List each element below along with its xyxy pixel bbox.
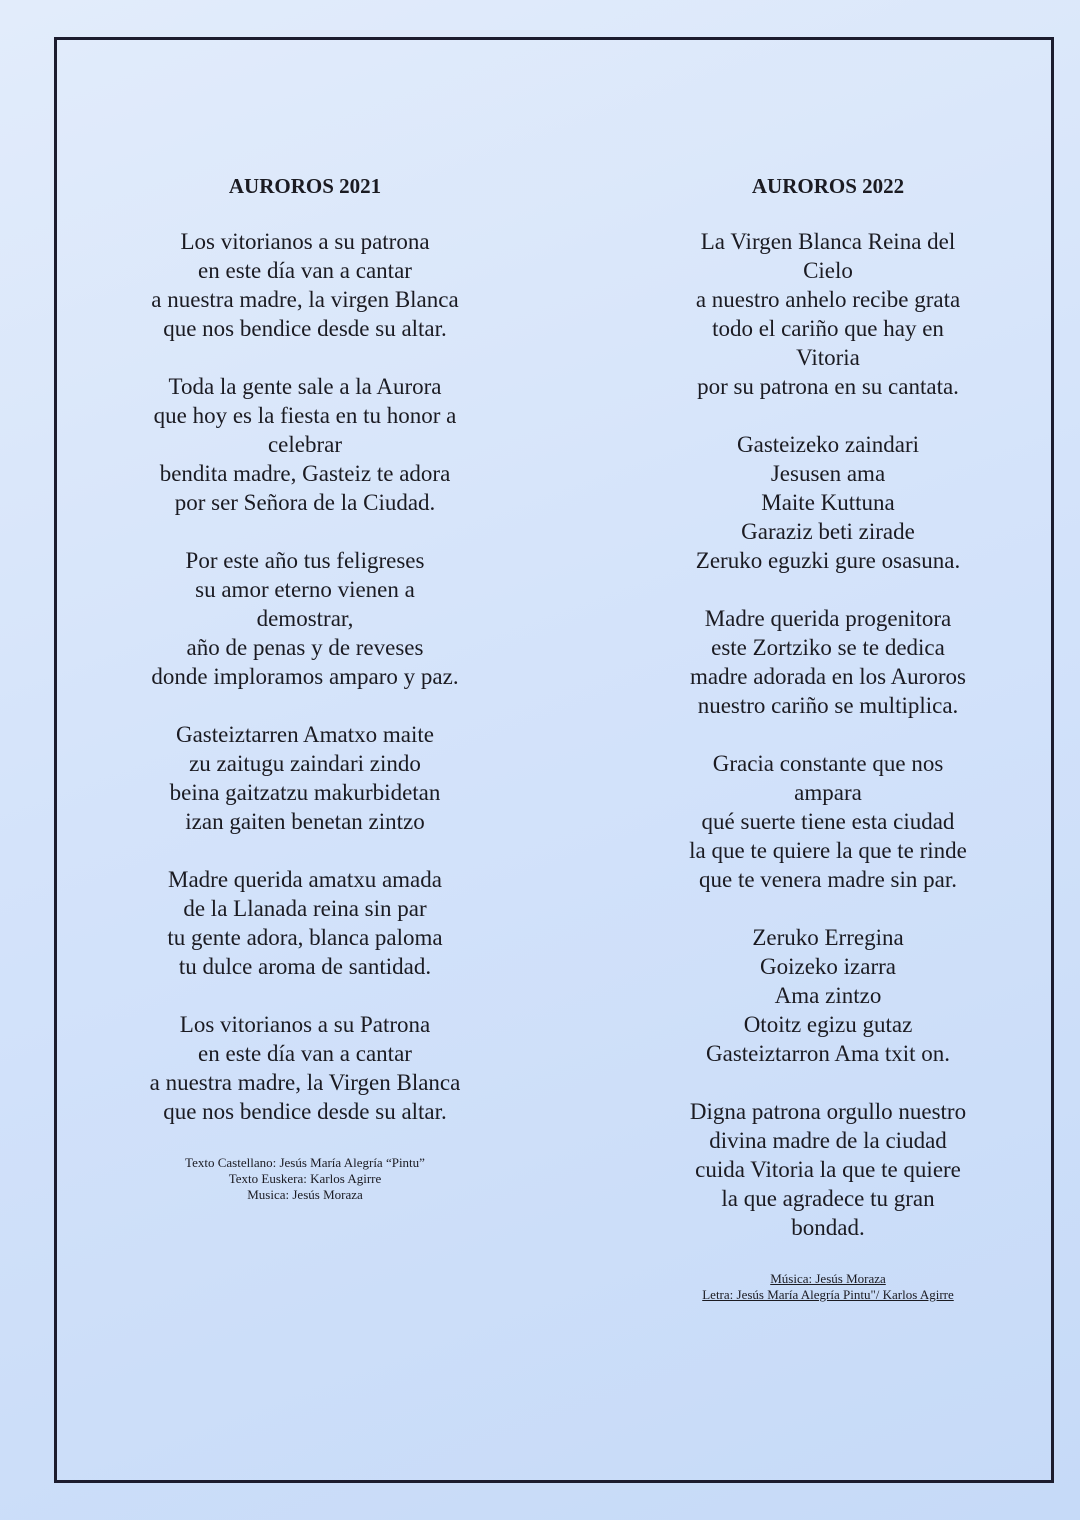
- verse-line: de la Llanada reina sin par: [183, 896, 427, 921]
- verse-line: todo el cariño que hay en: [712, 316, 944, 341]
- verse-line: Otoitz egizu gutaz: [743, 1012, 913, 1037]
- poem-body-2021: [105, 227, 505, 1126]
- stanza: [628, 604, 1028, 720]
- stanza: [105, 546, 505, 691]
- verse-line: Gracia constante que nos: [712, 751, 944, 776]
- stanza: [628, 227, 1028, 401]
- verse-line: este Zortziko se te dedica: [711, 635, 945, 660]
- verse-line: madre adorada en los Auroros: [690, 664, 966, 689]
- verse-line: bondad.: [791, 1215, 865, 1240]
- verse-line: a nuestra madre, la virgen Blanca: [151, 287, 459, 312]
- verse-line: que hoy es la fiesta en tu honor a: [153, 403, 457, 428]
- stanza: [105, 865, 505, 981]
- verse-line: por ser Señora de la Ciudad.: [174, 490, 436, 515]
- verse-line: bendita madre, Gasteiz te adora: [159, 461, 451, 486]
- verse-line: La Virgen Blanca Reina del: [700, 229, 956, 254]
- poem-body-2022: [628, 227, 1028, 1242]
- verse-line: Jesusen ama: [770, 461, 886, 486]
- verse-line: a nuestra madre, la Virgen Blanca: [149, 1070, 461, 1095]
- verse-line: tu dulce aroma de santidad.: [178, 954, 432, 979]
- stanza: [105, 372, 505, 517]
- left-column: [105, 172, 505, 1203]
- stanza: [628, 749, 1028, 894]
- verse-line: Zeruko Erregina: [752, 925, 904, 950]
- credit-line: Musica: Jesús Moraza: [247, 1187, 363, 1202]
- verse-line: año de penas y de reveses: [186, 635, 424, 660]
- verse-line: cuida Vitoria la que te quiere: [695, 1157, 961, 1182]
- verse-line: Madre querida progenitora: [704, 606, 952, 631]
- verse-line: Goizeko izarra: [759, 954, 896, 979]
- verse-line: nuestro cariño se multiplica.: [697, 693, 959, 718]
- verse-line: Madre querida amatxu amada: [168, 867, 442, 892]
- verse-line: Vitoria: [796, 345, 860, 370]
- verse-line: demostrar,: [256, 606, 354, 631]
- credit-line: Letra: Jesús María Alegría Pintu"/ Karlos Agirre: [702, 1287, 954, 1302]
- credit-line: Texto Euskera: Karlos Agirre: [228, 1171, 382, 1186]
- verse-line: zu zaitugu zaindari zindo: [189, 751, 421, 776]
- verse-line: Cielo: [803, 258, 853, 283]
- verse-line: que nos bendice desde su altar.: [163, 1099, 447, 1124]
- verse-line: Garaziz beti zirade: [741, 519, 915, 544]
- verse-line: la que te quiere la que te rinde: [689, 838, 967, 863]
- verse-line: Gasteiztarren Amatxo maite: [175, 722, 434, 747]
- credits-2022: [628, 1271, 1028, 1303]
- stanza: [105, 1010, 505, 1126]
- verse-line: por su patrona en su cantata.: [697, 374, 959, 399]
- verse-line: donde imploramos amparo y paz.: [151, 664, 459, 689]
- verse-line: que nos bendice desde su altar.: [163, 316, 447, 341]
- credits-2021: [105, 1155, 505, 1203]
- stanza: [628, 923, 1028, 1068]
- verse-line: beina gaitzatzu makurbidetan: [169, 780, 441, 805]
- poem-title-2022: AUROROS 2022: [751, 174, 905, 198]
- verse-line: Zeruko eguzki gure osasuna.: [695, 548, 961, 573]
- verse-line: divina madre de la ciudad: [709, 1128, 947, 1153]
- stanza: [105, 720, 505, 836]
- verse-line: tu gente adora, blanca paloma: [167, 925, 443, 950]
- stanza: [628, 1097, 1028, 1242]
- verse-line: en este día van a cantar: [198, 258, 412, 283]
- stanza: [628, 430, 1028, 575]
- verse-line: izan gaiten benetan zintzo: [185, 809, 425, 834]
- verse-line: Ama zintzo: [774, 983, 882, 1008]
- poem-title-2021: AUROROS 2021: [228, 174, 382, 198]
- verse-line: Los vitorianos a su Patrona: [179, 1012, 431, 1037]
- verse-line: Gasteiztarron Ama txit on.: [706, 1041, 950, 1066]
- verse-line: Maite Kuttuna: [761, 490, 895, 515]
- verse-line: su amor eterno vienen a: [195, 577, 415, 602]
- verse-line: Los vitorianos a su patrona: [180, 229, 430, 254]
- verse-line: la que agradece tu gran: [721, 1186, 935, 1211]
- verse-line: celebrar: [267, 432, 343, 457]
- credit-line: Texto Castellano: Jesús María Alegría “Pintu”: [185, 1155, 425, 1170]
- verse-line: a nuestro anhelo recibe grata: [695, 287, 961, 312]
- verse-line: que te venera madre sin par.: [699, 867, 957, 892]
- verse-line: Gasteizeko zaindari: [737, 432, 919, 457]
- verse-line: ampara: [794, 780, 862, 805]
- verse-line: Digna patrona orgullo nuestro: [689, 1099, 967, 1124]
- credit-line: Música: Jesús Moraza: [770, 1271, 886, 1286]
- verse-line: Toda la gente sale a la Aurora: [168, 374, 442, 399]
- stanza: [105, 227, 505, 343]
- verse-line: en este día van a cantar: [198, 1041, 412, 1066]
- verse-line: Por este año tus feligreses: [185, 548, 425, 573]
- verse-line: qué suerte tiene esta ciudad: [701, 809, 955, 834]
- right-column: [628, 172, 1028, 1303]
